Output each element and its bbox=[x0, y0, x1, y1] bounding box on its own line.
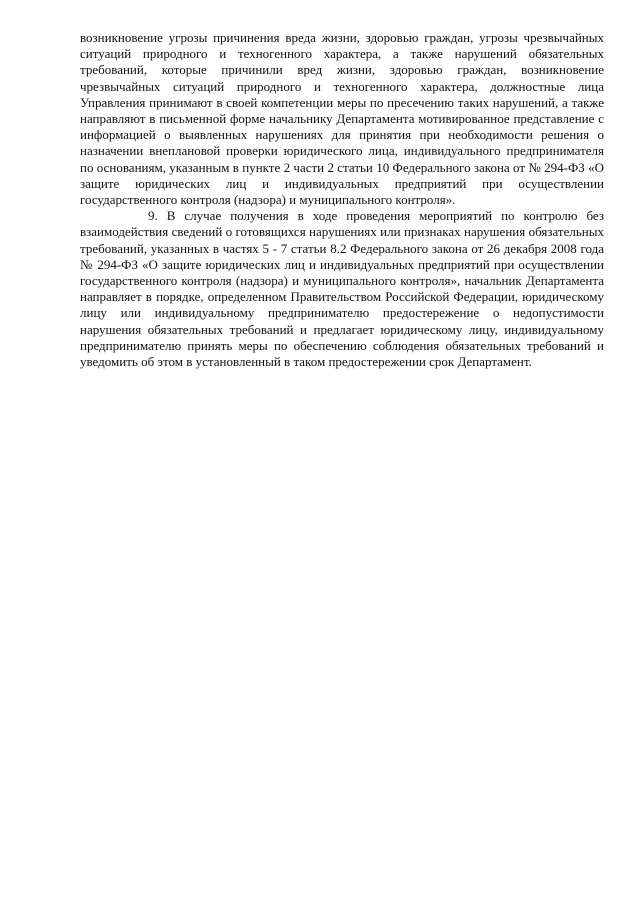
paragraph-9: 9. В случае получения в ходе проведения мероприятий по контролю без взаимодействия сведений о готовящихся нарушениях или признаках нарушения обязательных требований, указанных в частях 5 - 7 статьи 8.2 Федерального закона от 26 декабря 2008 года № 294-ФЗ «О защите юридических лиц и индивидуальных предприятий при осуществлении государственного контроля (надзора) и муниципального контроля», начальник Департамента направляет в порядке, определенном Правительством Российской Федерации, юридическому лицу или индивидуальному предпринимателю предостережение о недопустимости нарушения обязательных требований и предлагает юридическому лицу, индивидуальному предпринимателю принять меры по обеспечению соблюдения обязательных требований и уведомить об этом в установленный в таком предостережении срок Департамент. bbox=[80, 208, 604, 370]
paragraph-continued: возникновение угрозы причинения вреда жизни, здоровью граждан, угрозы чрезвычайных ситуаций природного и техногенного характера, а также нарушений обязательных требований, которые причинили вред жизни, здоровью граждан, возникновение чрезвычайных ситуаций природного и техногенного характера, должностные лица Управления принимают в своей компетенции меры по пресечению таких нарушений, а также направляют в письменной форме начальнику Департамента мотивированное представление с информацией о выявленных нарушениях для принятия при необходимости решения о назначении внеплановой проверки юридического лица, индивидуального предпринимателя по основаниям, указанным в пункте 2 части 2 статьи 10 Федерального закона от № 294-ФЗ «О защите юридических лиц и индивидуальных предприятий при осуществлении государственного контроля (надзора) и муниципального контроля». bbox=[80, 30, 604, 208]
document-page bbox=[80, 30, 604, 370]
